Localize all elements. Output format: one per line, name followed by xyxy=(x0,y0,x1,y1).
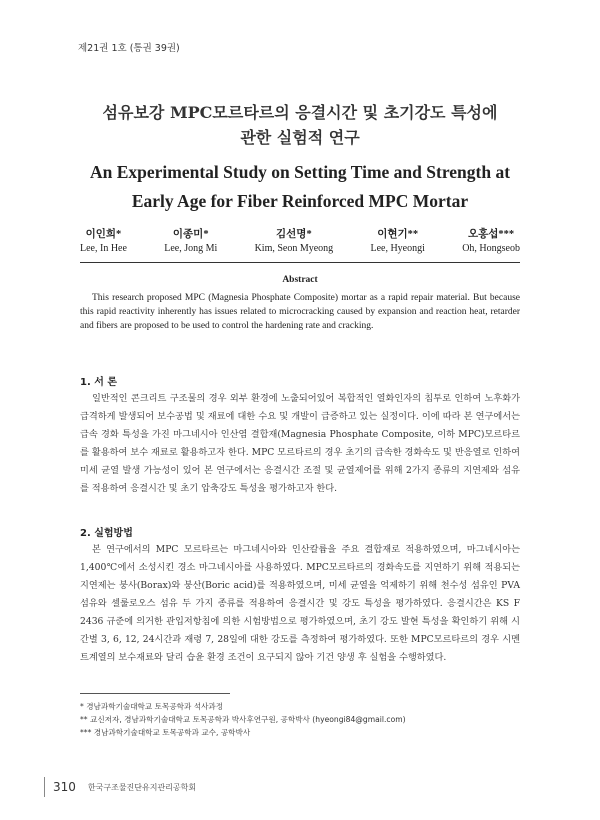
section-body-introduction: 일반적인 콘크리트 구조물의 경우 외부 환경에 노출되어있어 복합적인 열화인자의 침투로 인하여 노후화가 급격하게 발생되어 보수공법 및 재료에 대한 수요 및 개발이 급증하고 있는 실정이다. 이에 따라 본 연구에서는 급속 경화 특성을 가진 마그네시아 인산염 결합재(Magnesia Phosphate Composite, 이하 MPC)모르타르를 활용하여 보수 재료로 활용하고자 한다. MPC 모르타르의 경우 초기의 급속한 경화속도 및 반응열로 인하여 미세 균열 발생 가능성이 있어 본 연구에서는 응결시간 조절 및 균열제어를 위해 2가지 종류의 지연제와 섬유를 적용하여 응결시간 및 초기 압축강도 특성을 평가하고자 한다. xyxy=(80,393,520,494)
author-name-korean: 이인희* xyxy=(85,229,122,240)
author xyxy=(164,226,217,254)
journal-name: 한국구조물진단유지관리공학회 xyxy=(87,782,197,792)
section-body-method: 본 연구에서의 MPC 모르타르는 마그네시아와 인산칼륨을 주요 결합재로 적용하였으며, 마그네시아는 1,400℃에서 소성시킨 경소 마그네시아를 사용하였다. MPC모르타르의 경화속도를 지연하기 위해 적용되는 지연제는 붕사(Borax)와 붕산(Boric acid)를 적용하였으며, 미세 균열을 억제하기 위해 천수성 섬유인 PVA섬유와 셀룰로오스 섬유 두 가지 종류를 적용하여 응결시간 및 강도 특성을 평가하였다. 응결시간은 KS F 2436 규준에 의거한 관입저항침에 의한 시험방법으로 평가하였으며, 초기 강도 발현 특성을 확인하기 위해 시간별 3, 6, 12, 24시간과 재령 7, 28일에 대한 강도를 측정하여 평가하였다. 또한 MPC모르타르의 경우 시멘트계열의 보수재료와 달리 습윤 환경 조건이 요구되지 않아 기건 양생 후 실험을 수행하였다. xyxy=(80,544,520,663)
section-heading-method: 2. 실험방법 xyxy=(80,528,133,539)
page-number: 310 xyxy=(53,780,76,794)
footnote-3: *** 경남과학기술대학교 토목공학과 교수, 공학박사 xyxy=(80,728,251,737)
title-korean-line2: 관한 실험적 연구 xyxy=(240,128,360,147)
footnote-1: * 경남과학기술대학교 토목공학과 석사과정 xyxy=(80,702,224,711)
divider xyxy=(80,262,520,263)
author xyxy=(80,226,127,254)
title-korean-line1: 섬유보강 MPC모르타르의 응결시간 및 초기강도 특성에 xyxy=(102,103,498,122)
author-name-korean: 김선명* xyxy=(276,229,312,240)
author-name-korean: 이종미* xyxy=(172,229,209,240)
author-name-english: Lee, In Hee xyxy=(80,243,127,254)
author-name-english: Lee, Hyeongi xyxy=(370,243,425,254)
author-name-english: Kim, Seon Myeong xyxy=(254,243,334,254)
author-name-english: Lee, Jong Mi xyxy=(164,243,218,254)
title-english-line1: An Experimental Study on Setting Time and Strength at xyxy=(89,162,511,182)
title-english xyxy=(40,158,560,216)
author xyxy=(462,226,520,254)
footnote-2: ** 교신저자, 경남과학기술대학교 토목공학과 박사후연구원, 공학박사 (hyeongi84@gmail.com) xyxy=(80,715,406,724)
title-korean xyxy=(40,100,560,150)
author xyxy=(370,226,424,254)
section-heading-introduction: 1. 서 론 xyxy=(80,377,118,388)
author-list xyxy=(80,226,520,254)
abstract-text: This research proposed MPC (Magnesia Phosphate Composite) mortar as a rapid repair material. But because this rapid reactivity inherently has issues related to microcracking caused by expansion and reaction heat, retarder and fibers are proposed to be used to control the hardening rate and cracking. xyxy=(80,293,520,331)
footnotes xyxy=(80,700,520,739)
title-english-line2: Early Age for Fiber Reinforced MPC Mortar xyxy=(131,191,469,211)
footer-divider xyxy=(44,777,45,797)
page-footer xyxy=(44,774,196,800)
author-name-korean: 이현기** xyxy=(377,229,419,240)
author xyxy=(255,226,334,254)
journal-volume: 제21권 1호 (통권 39권) xyxy=(78,43,180,54)
author-name-english: Oh, Hongseob xyxy=(462,243,520,254)
footnote-divider xyxy=(80,693,230,694)
abstract-heading: Abstract xyxy=(282,275,318,285)
author-name-korean: 오홍섭*** xyxy=(468,229,515,240)
